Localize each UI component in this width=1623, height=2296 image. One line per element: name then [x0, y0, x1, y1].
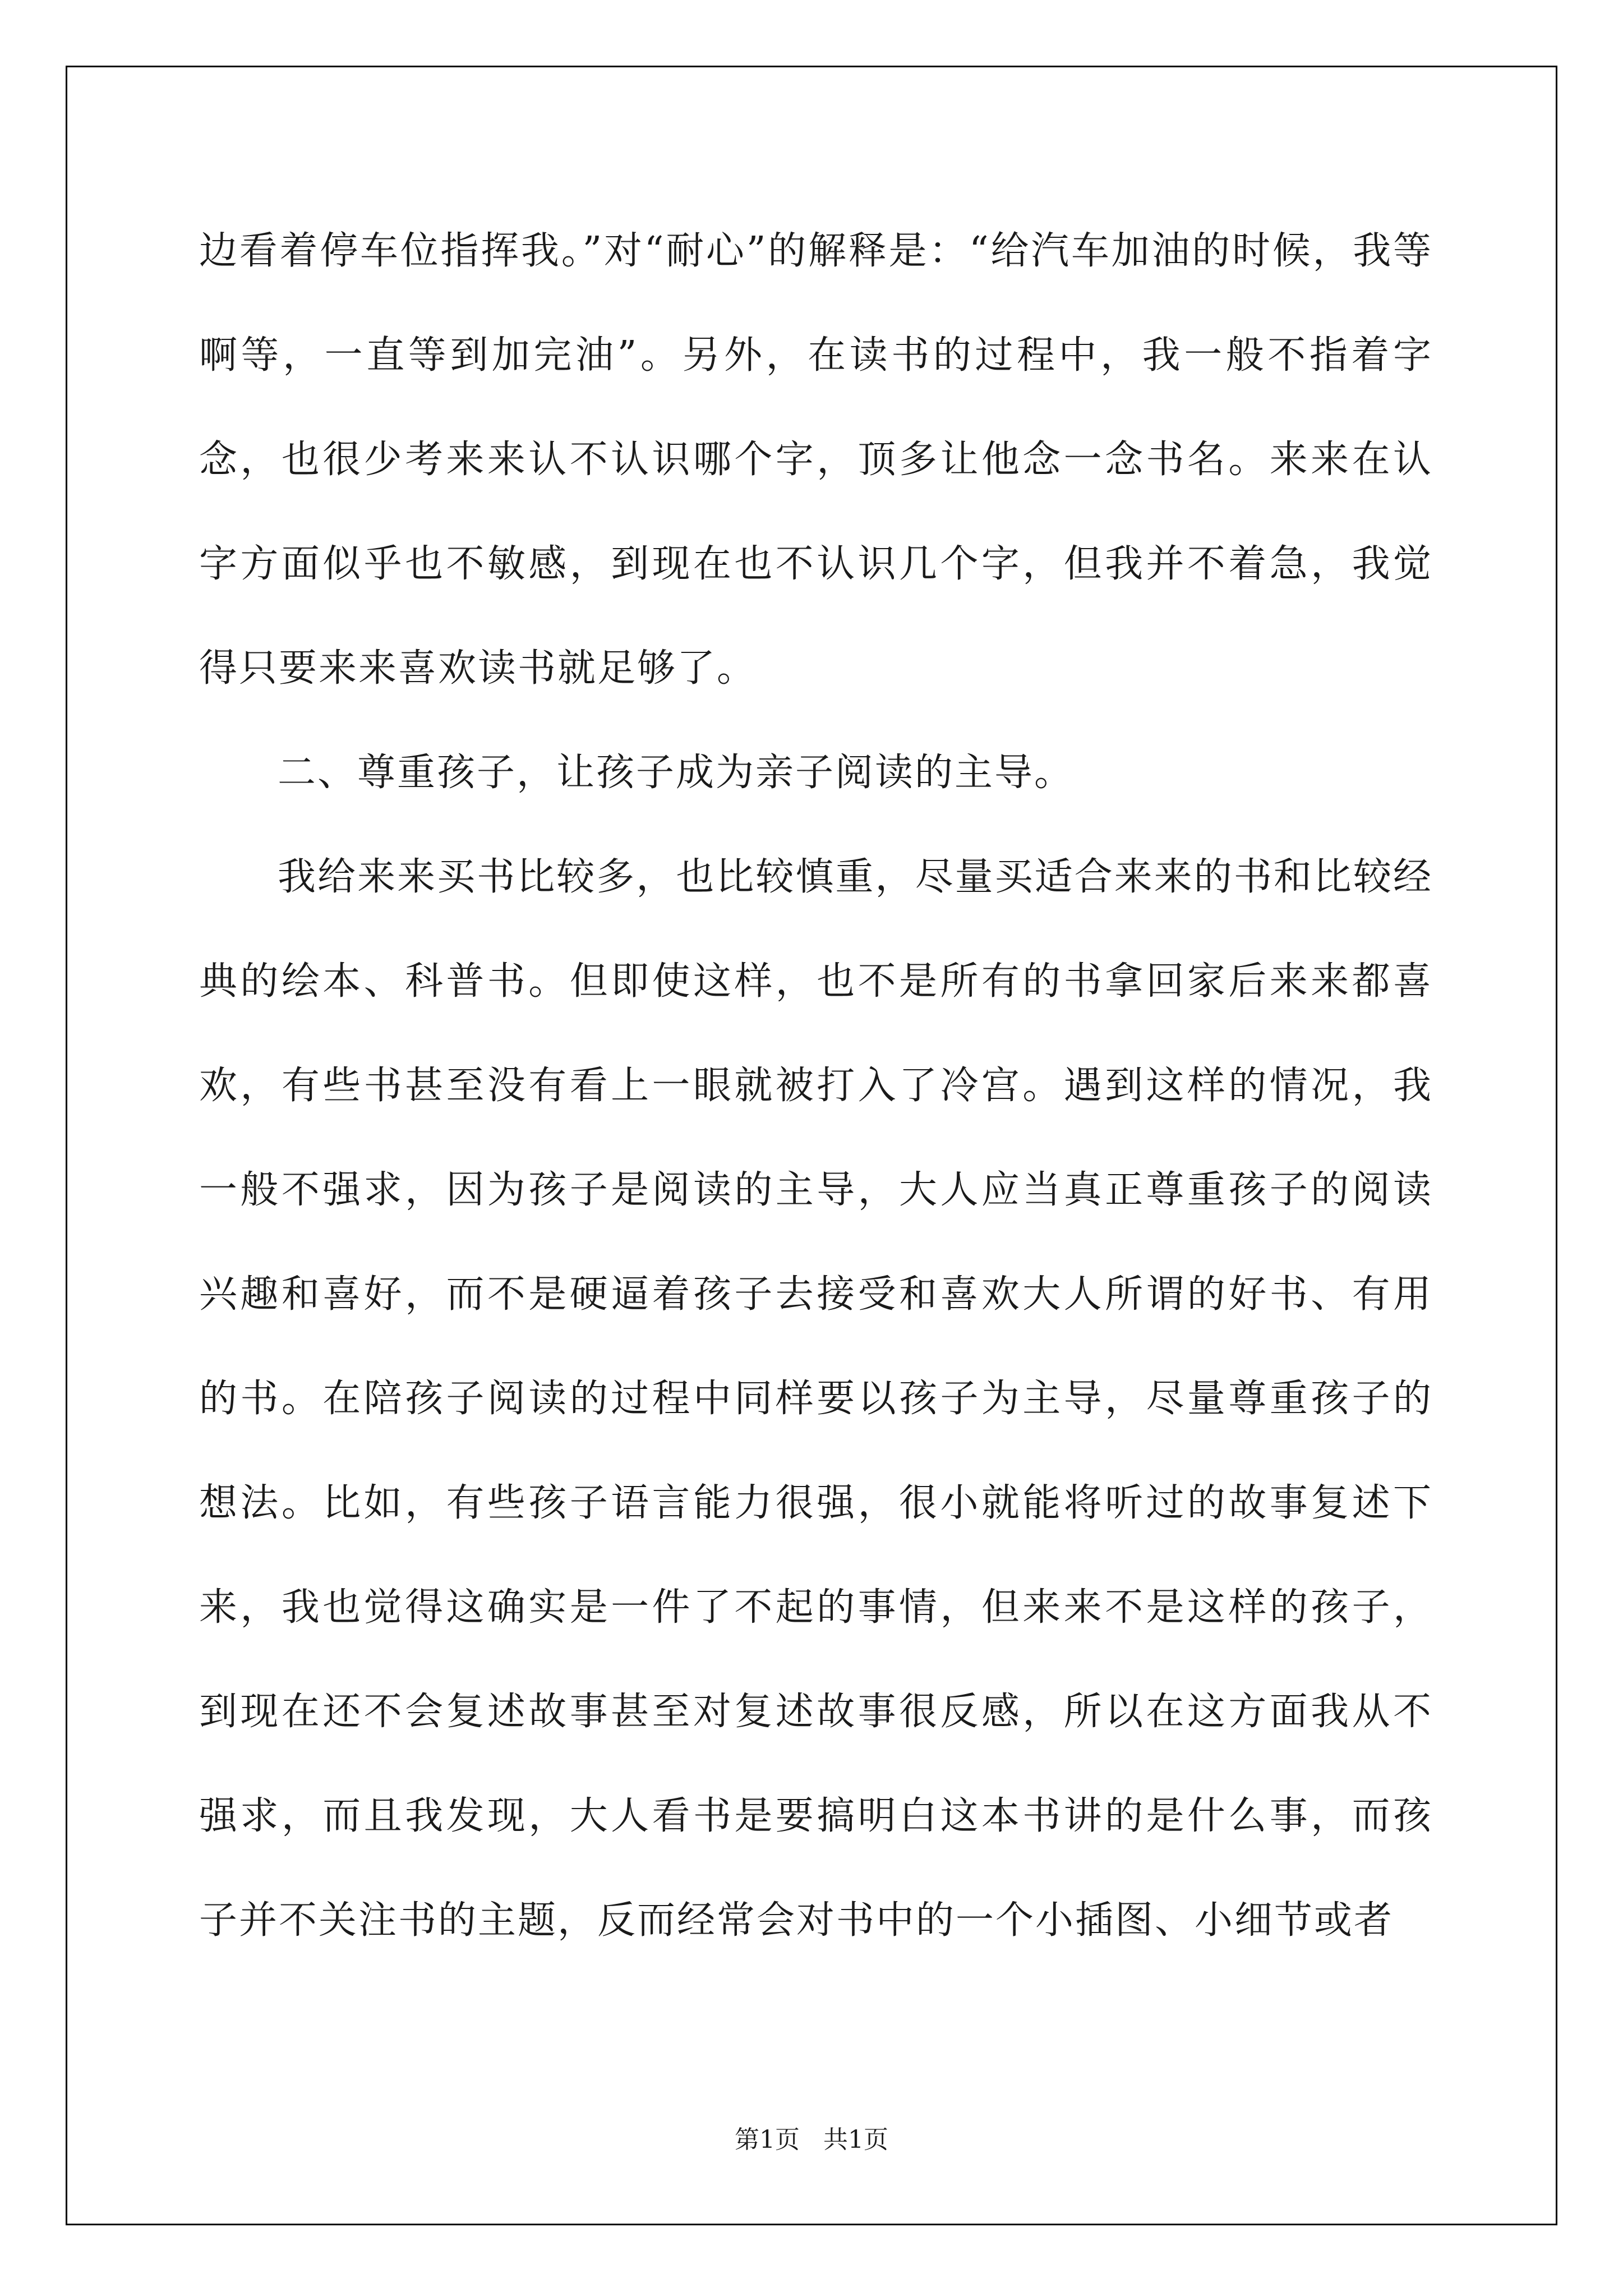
paragraph-1: 边看着停车位指挥我。”对“耐心”的解释是：“给汽车加油的时候，我等啊等，一直等到加完油”。另外，在读书的过程中，我一般不指着字念，也很少考来来认不认识哪个字，顶多让他念一念书名。来来在认字方面似乎也不敏感，到现在也不认识几个字，但我并不着急，我觉得只要来来喜欢读书就足够了。	[199, 229, 1433, 691]
paragraph-3: 我给来来买书比较多，也比较慎重，尽量买适合来来的书和比较经典的绘本、科普书。但即使这样，也不是所有的书拿回家后来来都喜欢，有些书甚至没有看上一眼就被打入了冷宫。遇到这样的情况，我一般不强求，因为孩子是阅读的主导，大人应当真正尊重孩子的阅读兴趣和喜好，而不是硬逼着孩子去接受和喜欢大人所谓的好书、有用的书。在陪孩子阅读的过程中同样要以孩子为主导，尽量尊重孩子的想法。比如，有些孩子语言能力很强，很小就能将听过的故事复述下来，我也觉得这确实是一件了不起的事情，但来来不是这样的孩子，到现在还不会复述故事甚至对复述故事很反感，所以在这方面我从不强求，而且我发现，大人看书是要搞明白这本书讲的是什么事，而孩子并不关注书的主题，反而经常会对书中的一个小插图、小细节或者	[199, 855, 1433, 1943]
document-body	[199, 199, 1433, 1973]
paragraph-2-heading: 二、尊重孩子，让孩子成为亲子阅读的主导。	[278, 751, 1075, 795]
page-number-footer: 第1页 共1页	[735, 2125, 888, 2154]
